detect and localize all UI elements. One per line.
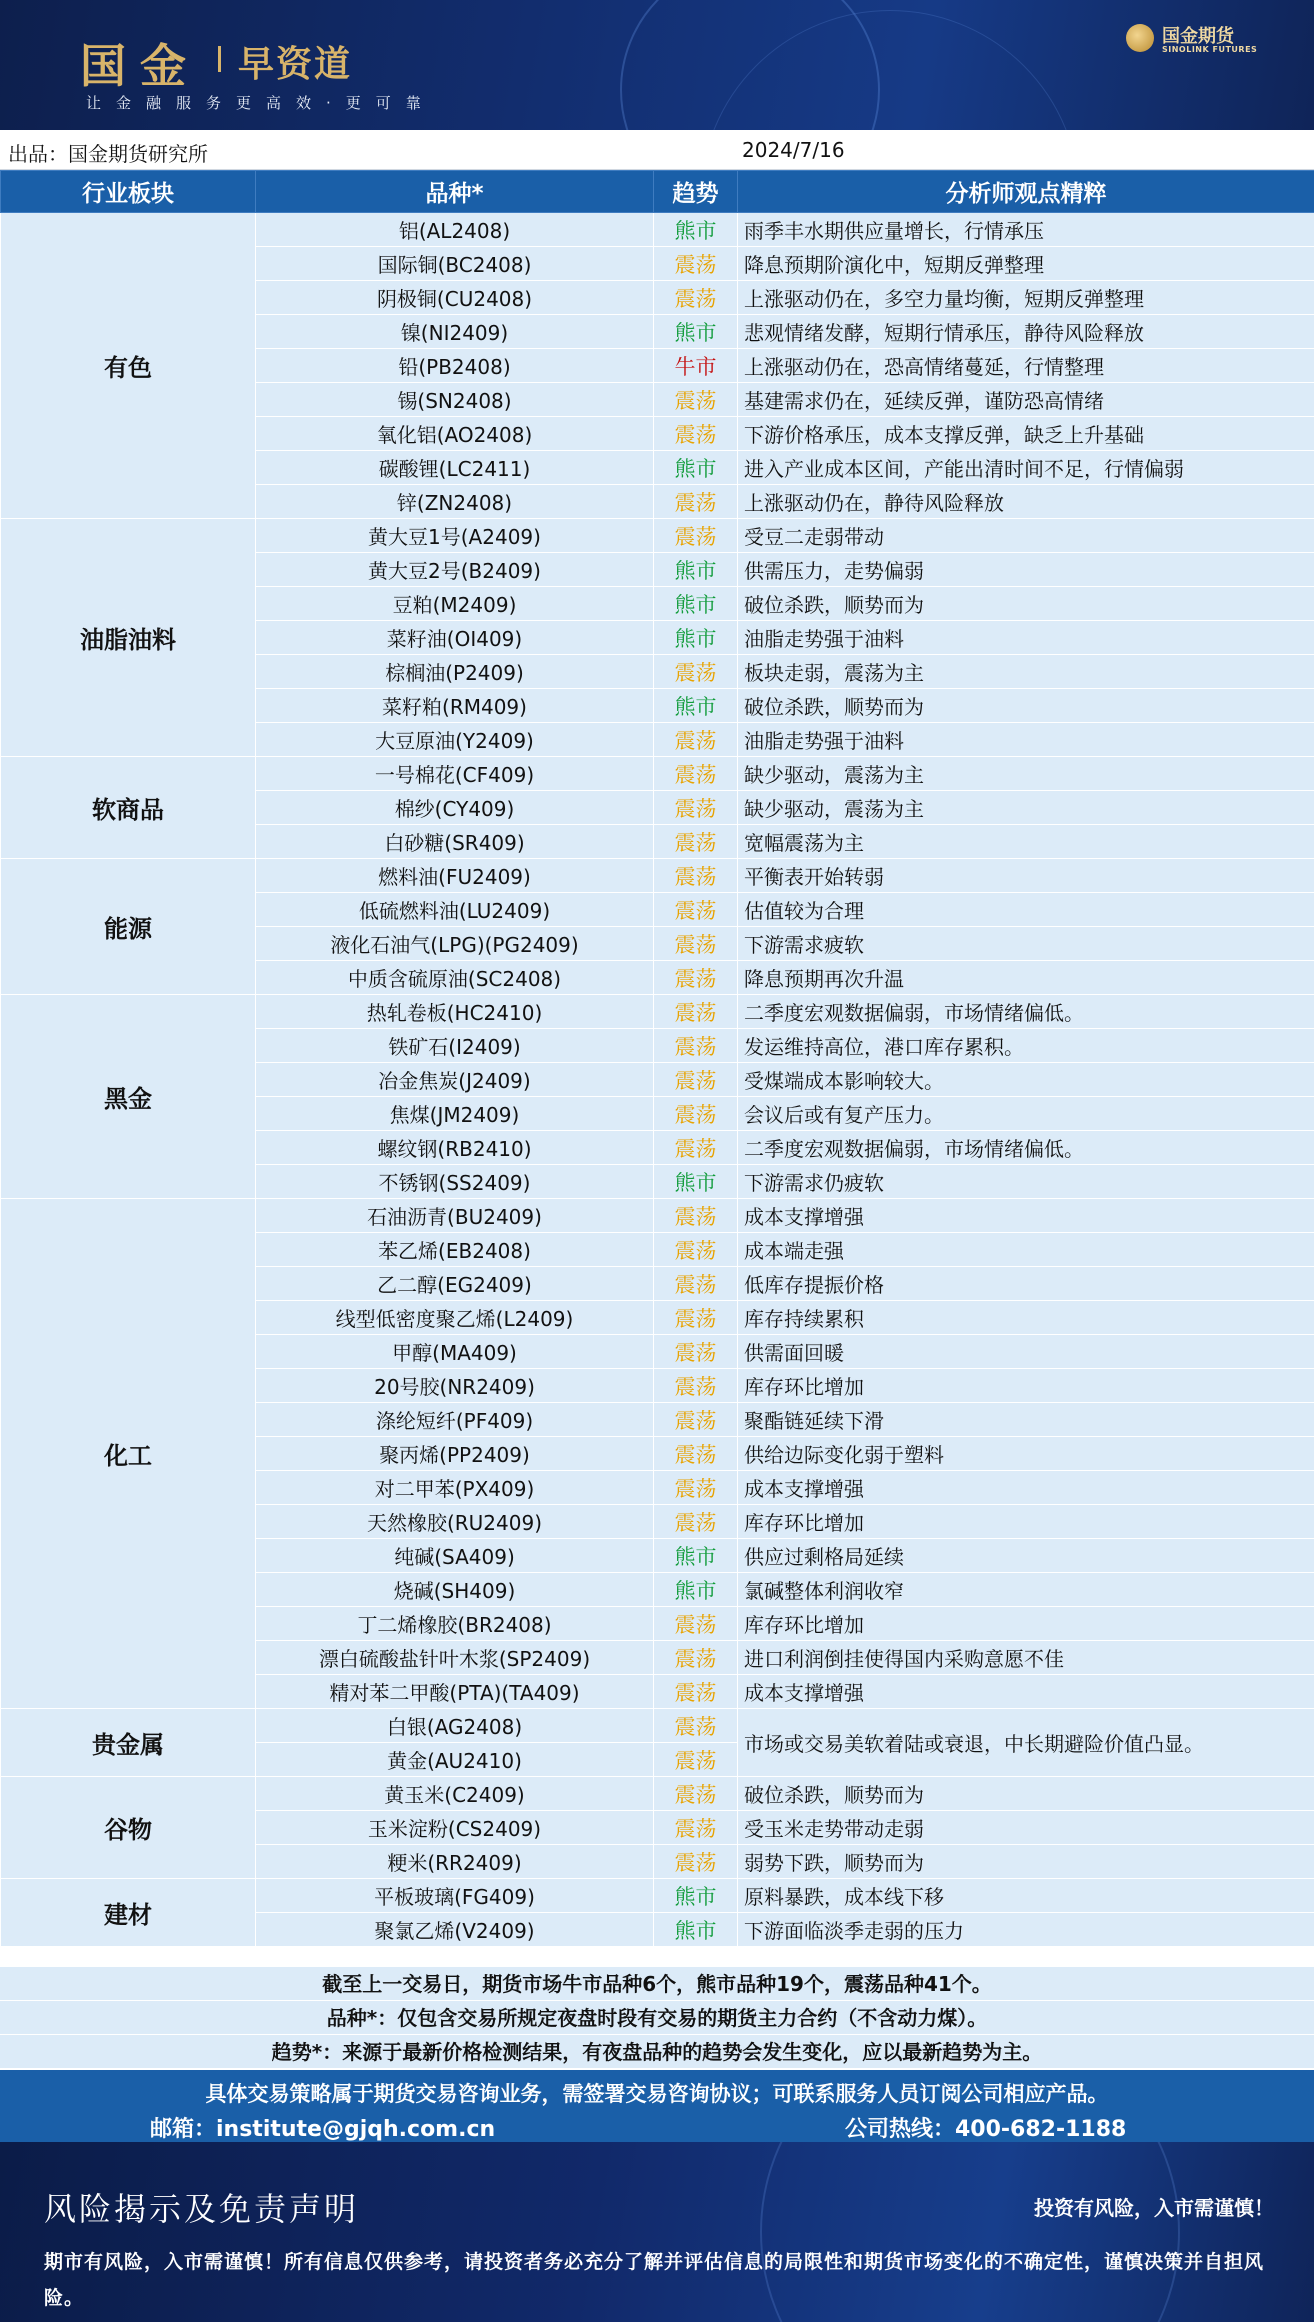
market-summary: 截至上一交易日，期货市场牛市品种6个，熊市品种19个，震荡品种41个。 [0,1966,1314,2000]
view-cell: 降息预期阶演化中，短期反弹整理 [738,247,1314,281]
sector-cell: 贵金属 [1,1709,256,1777]
variety-cell: 漂白硫酸盐针叶木浆(SP2409) [256,1641,654,1675]
view-cell: 库存持续累积 [738,1301,1314,1335]
trend-cell: 熊市 [654,621,738,655]
variety-cell: 聚丙烯(PP2409) [256,1437,654,1471]
trend-cell: 熊市 [654,689,738,723]
view-cell: 成本支撑增强 [738,1199,1314,1233]
view-cell: 雨季丰水期供应量增长，行情承压 [738,213,1314,247]
trend-cell: 震荡 [654,927,738,961]
contact-email[interactable]: 邮箱：institute@gjqh.com.cn [150,2117,496,2142]
variety-cell: 阴极铜(CU2408) [256,281,654,315]
trend-cell: 震荡 [654,995,738,1029]
trend-cell: 震荡 [654,893,738,927]
risk-warning: 投资有风险，入市需谨慎！ [1034,2196,1274,2220]
table-row [1,1709,1314,1743]
table-row [1,757,1314,791]
variety-cell: 豆粕(M2409) [256,587,654,621]
trend-cell: 震荡 [654,1505,738,1539]
view-cell: 成本支撑增强 [738,1471,1314,1505]
trend-cell: 震荡 [654,1369,738,1403]
view-cell: 油脂走势强于油料 [738,621,1314,655]
trend-cell: 震荡 [654,1233,738,1267]
logo-subtitle: 早资道 [238,44,353,85]
sector-cell: 黑金 [1,995,256,1199]
producer: 出品：国金期货研究所 [8,142,208,166]
view-cell: 库存环比增加 [738,1369,1314,1403]
trend-cell: 熊市 [654,587,738,621]
view-cell: 油脂走势强于油料 [738,723,1314,757]
notes-block [0,1966,1314,2068]
view-cell: 下游需求仍疲软 [738,1165,1314,1199]
view-cell: 成本支撑增强 [738,1675,1314,1709]
trend-cell: 震荡 [654,281,738,315]
variety-cell: 菜籽油(OI409) [256,621,654,655]
view-cell: 上涨驱动仍在，恐高情绪蔓延，行情整理 [738,349,1314,383]
view-cell: 低库存提振价格 [738,1267,1314,1301]
view-cell: 下游需求疲软 [738,927,1314,961]
view-cell: 进口利润倒挂使得国内采购意愿不佳 [738,1641,1314,1675]
view-cell: 发运维持高位，港口库存累积。 [738,1029,1314,1063]
trend-cell: 熊市 [654,1913,738,1947]
variety-cell: 黄大豆1号(A2409) [256,519,654,553]
variety-cell: 菜籽粕(RM409) [256,689,654,723]
variety-cell: 玉米淀粉(CS2409) [256,1811,654,1845]
disclaimer-title: 风险揭示及免责声明 [44,2190,360,2228]
table-row [1,213,1314,247]
sector-cell: 油脂油料 [1,519,256,757]
table-row [1,519,1314,553]
view-cell: 会议后或有复产压力。 [738,1097,1314,1131]
trend-cell: 震荡 [654,1267,738,1301]
variety-cell: 一号棉花(CF409) [256,757,654,791]
trend-cell: 震荡 [654,247,738,281]
meta-bar [0,130,1314,170]
variety-cell: 低硫燃料油(LU2409) [256,893,654,927]
view-cell: 供应过剩格局延续 [738,1539,1314,1573]
trend-cell: 震荡 [654,1743,738,1777]
trend-cell: 震荡 [654,417,738,451]
futures-trend-table [0,170,1314,1947]
column-header-sector: 行业板块 [1,171,256,213]
view-cell: 氯碱整体利润收窄 [738,1573,1314,1607]
variety-cell: 黄玉米(C2409) [256,1777,654,1811]
sector-cell: 软商品 [1,757,256,859]
slogan: 让金融服务更高效·更可靠 [86,94,436,112]
variety-cell: 涤纶短纤(PF409) [256,1403,654,1437]
table-row [1,1879,1314,1913]
variety-cell: 镍(NI2409) [256,315,654,349]
variety-cell: 不锈钢(SS2409) [256,1165,654,1199]
contact-bar [0,2070,1314,2142]
view-cell: 破位杀跌，顺势而为 [738,587,1314,621]
trend-cell: 震荡 [654,1063,738,1097]
column-header-trend: 趋势 [654,171,738,213]
trend-cell: 震荡 [654,1811,738,1845]
view-cell: 缺少驱动，震荡为主 [738,791,1314,825]
view-cell: 受玉米走势带动走弱 [738,1811,1314,1845]
variety-cell: 热轧卷板(HC2410) [256,995,654,1029]
trend-cell: 震荡 [654,1029,738,1063]
variety-cell: 20号胶(NR2409) [256,1369,654,1403]
view-cell: 二季度宏观数据偏弱，市场情绪偏低。 [738,995,1314,1029]
view-cell: 破位杀跌，顺势而为 [738,689,1314,723]
trend-cell: 震荡 [654,1131,738,1165]
view-cell: 受豆二走弱带动 [738,519,1314,553]
view-cell: 估值较为合理 [738,893,1314,927]
variety-cell: 白砂糖(SR409) [256,825,654,859]
trend-cell: 震荡 [654,1641,738,1675]
variety-cell: 黄大豆2号(B2409) [256,553,654,587]
variety-cell: 黄金(AU2410) [256,1743,654,1777]
table-body [1,213,1314,1947]
variety-cell: 纯碱(SA409) [256,1539,654,1573]
trend-cell: 震荡 [654,791,738,825]
view-cell: 聚酯链延续下滑 [738,1403,1314,1437]
view-cell: 板块走弱，震荡为主 [738,655,1314,689]
variety-note: 品种*：仅包含交易所规定夜盘时段有交易的期货主力合约（不含动力煤）。 [0,2000,1314,2034]
variety-cell: 中质含硫原油(SC2408) [256,961,654,995]
view-cell: 供给边际变化弱于塑料 [738,1437,1314,1471]
trend-cell: 震荡 [654,1607,738,1641]
variety-cell: 棉纱(CY409) [256,791,654,825]
variety-cell: 平板玻璃(FG409) [256,1879,654,1913]
view-cell: 下游价格承压，成本支撑反弹，缺乏上升基础 [738,417,1314,451]
logo-main: 国金 [80,39,200,93]
trend-cell: 震荡 [654,1199,738,1233]
variety-cell: 锡(SN2408) [256,383,654,417]
sector-cell: 谷物 [1,1777,256,1879]
trend-cell: 震荡 [654,383,738,417]
trend-cell: 震荡 [654,655,738,689]
variety-cell: 天然橡胶(RU2409) [256,1505,654,1539]
variety-cell: 甲醇(MA409) [256,1335,654,1369]
trend-cell: 震荡 [654,961,738,995]
variety-cell: 精对苯二甲酸(PTA)(TA409) [256,1675,654,1709]
strategy-notice: 具体交易策略属于期货交易咨询业务，需签署交易咨询协议；可联系服务人员订阅公司相应产品。 [205,2082,1109,2106]
sector-cell: 建材 [1,1879,256,1947]
trend-cell: 震荡 [654,1097,738,1131]
view-cell: 破位杀跌，顺势而为 [738,1777,1314,1811]
variety-cell: 粳米(RR2409) [256,1845,654,1879]
trend-cell: 熊市 [654,451,738,485]
variety-cell: 氧化铝(AO2408) [256,417,654,451]
variety-cell: 焦煤(JM2409) [256,1097,654,1131]
variety-cell: 苯乙烯(EB2408) [256,1233,654,1267]
contact-hotline: 公司热线：400-682-1188 [845,2117,1127,2142]
view-cell: 降息预期再次升温 [738,961,1314,995]
sector-cell: 能源 [1,859,256,995]
view-cell: 受煤端成本影响较大。 [738,1063,1314,1097]
view-cell: 库存环比增加 [738,1505,1314,1539]
variety-cell: 铅(PB2408) [256,349,654,383]
view-cell: 成本端走强 [738,1233,1314,1267]
brand-emblem-icon [1126,24,1154,52]
variety-cell: 丁二烯橡胶(BR2408) [256,1607,654,1641]
view-cell: 悲观情绪发酵，短期行情承压，静待风险释放 [738,315,1314,349]
table-row [1,1199,1314,1233]
trend-cell: 震荡 [654,825,738,859]
trend-cell: 震荡 [654,723,738,757]
view-cell: 市场或交易美软着陆或衰退，中长期避险价值凸显。 [738,1709,1314,1777]
variety-cell: 烧碱(SH409) [256,1573,654,1607]
trend-cell: 震荡 [654,757,738,791]
variety-cell: 线型低密度聚乙烯(L2409) [256,1301,654,1335]
view-cell: 供需面回暖 [738,1335,1314,1369]
trend-cell: 震荡 [654,519,738,553]
variety-cell: 国际铜(BC2408) [256,247,654,281]
trend-cell: 熊市 [654,553,738,587]
table-row [1,995,1314,1029]
variety-cell: 液化石油气(LPG)(PG2409) [256,927,654,961]
trend-note: 趋势*：来源于最新价格检测结果，有夜盘品种的趋势会发生变化，应以最新趋势为主。 [0,2034,1314,2068]
view-cell: 基建需求仍在，延续反弹，谨防恐高情绪 [738,383,1314,417]
sector-cell: 化工 [1,1199,256,1709]
trend-cell: 震荡 [654,1675,738,1709]
brand-logo [1126,22,1266,56]
trend-cell: 熊市 [654,1539,738,1573]
view-cell: 进入产业成本区间，产能出清时间不足，行情偏弱 [738,451,1314,485]
trend-cell: 牛市 [654,349,738,383]
trend-cell: 震荡 [654,485,738,519]
brand-name-cn: 国金期货 [1162,26,1234,47]
view-cell: 库存环比增加 [738,1607,1314,1641]
disclaimer-footer [0,2142,1314,2322]
column-header-view: 分析师观点精粹 [738,171,1314,213]
view-cell: 原料暴跌，成本线下移 [738,1879,1314,1913]
variety-cell: 石油沥青(BU2409) [256,1199,654,1233]
report-date: 2024/7/16 [742,138,845,162]
report-header [0,0,1314,130]
trend-cell: 熊市 [654,213,738,247]
trend-cell: 熊市 [654,1573,738,1607]
variety-cell: 对二甲苯(PX409) [256,1471,654,1505]
view-cell: 二季度宏观数据偏弱，市场情绪偏低。 [738,1131,1314,1165]
brand-name-en: SINOLINK FUTURES [1162,45,1258,54]
variety-cell: 铝(AL2408) [256,213,654,247]
variety-cell: 燃料油(FU2409) [256,859,654,893]
trend-cell: 熊市 [654,1879,738,1913]
trend-cell: 震荡 [654,1403,738,1437]
trend-cell: 震荡 [654,1335,738,1369]
view-cell: 缺少驱动，震荡为主 [738,757,1314,791]
trend-cell: 震荡 [654,1437,738,1471]
view-cell: 弱势下跌，顺势而为 [738,1845,1314,1879]
trend-cell: 熊市 [654,1165,738,1199]
variety-cell: 白银(AG2408) [256,1709,654,1743]
sector-cell: 有色 [1,213,256,519]
table-row [1,1777,1314,1811]
trend-cell: 震荡 [654,1471,738,1505]
variety-cell: 大豆原油(Y2409) [256,723,654,757]
trend-cell: 震荡 [654,1301,738,1335]
trend-cell: 震荡 [654,1777,738,1811]
table-row [1,859,1314,893]
variety-cell: 棕榈油(P2409) [256,655,654,689]
variety-cell: 冶金焦炭(J2409) [256,1063,654,1097]
variety-cell: 铁矿石(I2409) [256,1029,654,1063]
column-header-variety: 品种* [256,171,654,213]
variety-cell: 聚氯乙烯(V2409) [256,1913,654,1947]
view-cell: 平衡表开始转弱 [738,859,1314,893]
variety-cell: 乙二醇(EG2409) [256,1267,654,1301]
trend-cell: 震荡 [654,1709,738,1743]
view-cell: 宽幅震荡为主 [738,825,1314,859]
view-cell: 上涨驱动仍在，静待风险释放 [738,485,1314,519]
trend-cell: 熊市 [654,315,738,349]
trend-cell: 震荡 [654,859,738,893]
view-cell: 供需压力，走势偏弱 [738,553,1314,587]
view-cell: 上涨驱动仍在，多空力量均衡，短期反弹整理 [738,281,1314,315]
variety-cell: 碳酸锂(LC2411) [256,451,654,485]
variety-cell: 锌(ZN2408) [256,485,654,519]
logo-separator [218,46,221,72]
disclaimer-body: 期市有风险，入市需谨慎！所有信息仅供参考，请投资者务必充分了解并评估信息的局限性和期货市场变化的不确定性，谨慎决策并自担风险。 [44,2251,1265,2309]
trend-cell: 震荡 [654,1845,738,1879]
table-header-row [1,171,1314,213]
view-cell: 下游面临淡季走弱的压力 [738,1913,1314,1947]
variety-cell: 螺纹钢(RB2410) [256,1131,654,1165]
